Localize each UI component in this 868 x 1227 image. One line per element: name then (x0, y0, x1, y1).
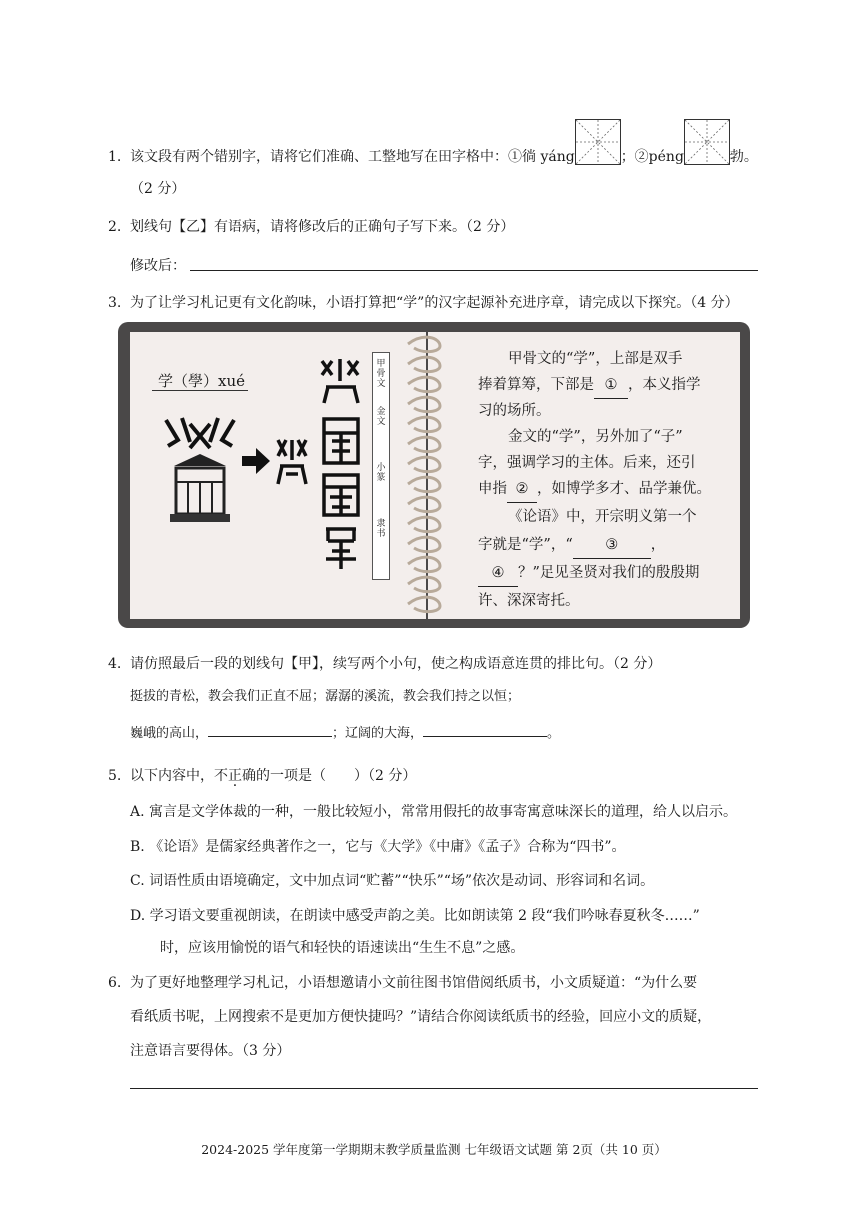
oracle-bone-xue-icon (160, 412, 240, 527)
blank-1[interactable]: ① (594, 372, 628, 399)
heading-underline (152, 390, 248, 391)
q6-line3: 注意语言要得体。（3 分） (130, 1043, 291, 1059)
rp-p2-d: ，如博学多才、品学兼优。 (537, 481, 711, 497)
q2-number: 2. (108, 219, 122, 235)
rp-p3-b: 字就是“学”，“ (478, 537, 573, 553)
arrow-right-icon (242, 448, 270, 474)
q6-number: 6. (108, 975, 122, 991)
option-b-label: B. (130, 839, 145, 855)
page-footer: 2024-2025 学年度第一学期期末教学质量监测 七年级语文试题 第 2页（共 10 页） (201, 1142, 667, 1157)
strip-label-oracle: 甲骨文 (376, 359, 386, 389)
tianzige-box-1[interactable] (575, 119, 621, 165)
tianzige-box-2[interactable] (684, 119, 730, 165)
rp-p1-line2 (452, 372, 732, 399)
q4-line2-b: ；辽阔的大海， (332, 726, 424, 741)
script-evolution-glyphs-icon (318, 355, 364, 577)
rp-p3-e: 许、深深寄托。 (478, 593, 580, 609)
rp-p1-c: ，本义指学 (628, 377, 701, 393)
q4-line2-a: 巍峨的高山， (130, 726, 209, 741)
option-c-label: C. (130, 873, 145, 889)
option-d-label: D. (130, 908, 146, 924)
q6-line1: 为了更好地整理学习札记，小语想邀请小文前往图书馆借阅纸质书，小文质疑道：“为什么要 (130, 975, 698, 991)
q3-number: 3. (108, 295, 122, 311)
q1-text-b: ；②péng (620, 149, 684, 165)
rp-p2-b: 字，强调学习的主体。后来，还引 (478, 455, 696, 471)
q5-stem (130, 766, 416, 786)
q5-option-b[interactable] (130, 837, 626, 857)
q5-option-c[interactable] (130, 871, 654, 891)
q4-number: 4. (108, 656, 122, 672)
option-c-text: 词语性质由语境确定，文中加点词“贮蓄”“快乐”“场”依次是动词、形容词和名词。 (149, 873, 655, 889)
q2-answer-line[interactable] (190, 270, 758, 271)
spiral-binding-icon (404, 330, 444, 622)
rp-p1-b: 捧着算筹，下部是 (478, 377, 594, 393)
rp-p1-d: 习的场所。 (478, 403, 551, 419)
rp-p3-line2 (452, 532, 732, 559)
xue-heading: 学（學）xué (158, 372, 245, 390)
q5-text-b: 的一项是（ ）（2 分） (256, 768, 417, 784)
q5-emphasis: 不正确 (214, 768, 256, 784)
rp-p3-c: ， (650, 537, 666, 553)
q5-option-d[interactable] (130, 906, 700, 926)
script-label-strip (372, 352, 390, 580)
option-b-text: 《论语》是儒家经典著作之一，它与《大学》《中庸》《孟子》合称为“四书”。 (149, 839, 626, 855)
q5-option-a[interactable] (130, 802, 737, 822)
q6-answer-line[interactable] (130, 1088, 758, 1089)
rp-p2-line3 (452, 476, 732, 503)
strip-label-seal: 小篆 (376, 463, 386, 483)
q5-number: 5. (108, 768, 122, 784)
blank-2[interactable]: ② (507, 476, 537, 503)
option-a-label: A. (130, 804, 145, 820)
option-d-text: 学习语文要重视朗读，在朗读中感受声韵之美。比如朗读第 2 段“我们吟咏春夏秋冬……” (149, 908, 700, 924)
q4-answer-line (130, 722, 560, 744)
option-a-text: 寓言是文学体裁的一种，一般比较短小，常常用假托的故事寄寓意味深长的道理，给人以启示。 (149, 804, 738, 820)
q1-text-c: 勃。 (729, 149, 758, 165)
q1-text-a: 该文段有两个错别字，请将它们准确、工整地写在田字格中：①徜 yáng (130, 149, 575, 165)
q1-line (130, 147, 758, 167)
q1-score: （2 分） (130, 181, 186, 197)
strip-label-bronze: 金文 (376, 407, 386, 427)
rp-p3-d: ？”足见圣贤对我们的殷殷期 (518, 565, 700, 581)
rp-p1-a: 甲骨文的“学”，上部是双手 (508, 351, 683, 367)
q2-label: 修改后： (130, 258, 186, 274)
q5-text-a: 以下内容中， (130, 768, 214, 784)
q6-line2: 看纸质书呢，上网搜索不是更加方便快捷吗？”请结合你阅读纸质书的经验，回应小文的质疑， (130, 1009, 712, 1025)
q4-example: 挺拔的青松，教会我们正直不屈；潺潺的溪流，教会我们持之以恒； (130, 689, 521, 704)
evolved-xue-glyph-icon (274, 436, 310, 488)
rp-p2-c: 申指 (478, 481, 507, 497)
rp-p2-a: 金文的“学”，另外加了“子” (508, 429, 683, 445)
q4-blank-2[interactable] (423, 722, 547, 737)
strip-label-clerical: 隶书 (376, 519, 386, 539)
q5-option-d-cont: 时，应该用愉悦的语气和轻快的语速读出“生生不息”之感。 (160, 940, 525, 956)
q2-text: 划线句【乙】有语病，请将修改后的正确句子写下来。（2 分） (130, 219, 515, 235)
rp-p3-a: 《论语》中，开宗明义第一个 (508, 509, 697, 525)
q4-line2-c: 。 (547, 726, 561, 741)
q4-blank-1[interactable] (208, 722, 332, 737)
rp-p3-line3 (452, 560, 732, 587)
q4-text: 请仿照最后一段的划线句【甲】，续写两个小句，使之构成语意连贯的排比句。（2 分） (130, 656, 662, 672)
q1-number: 1. (108, 149, 122, 165)
q3-text: 为了让学习札记更有文化韵味，小语打算把“学”的汉字起源补充进序章，请完成以下探究。（4 分） (130, 295, 739, 311)
blank-4[interactable]: ④ (478, 560, 518, 587)
blank-3[interactable]: ③ (573, 532, 651, 559)
